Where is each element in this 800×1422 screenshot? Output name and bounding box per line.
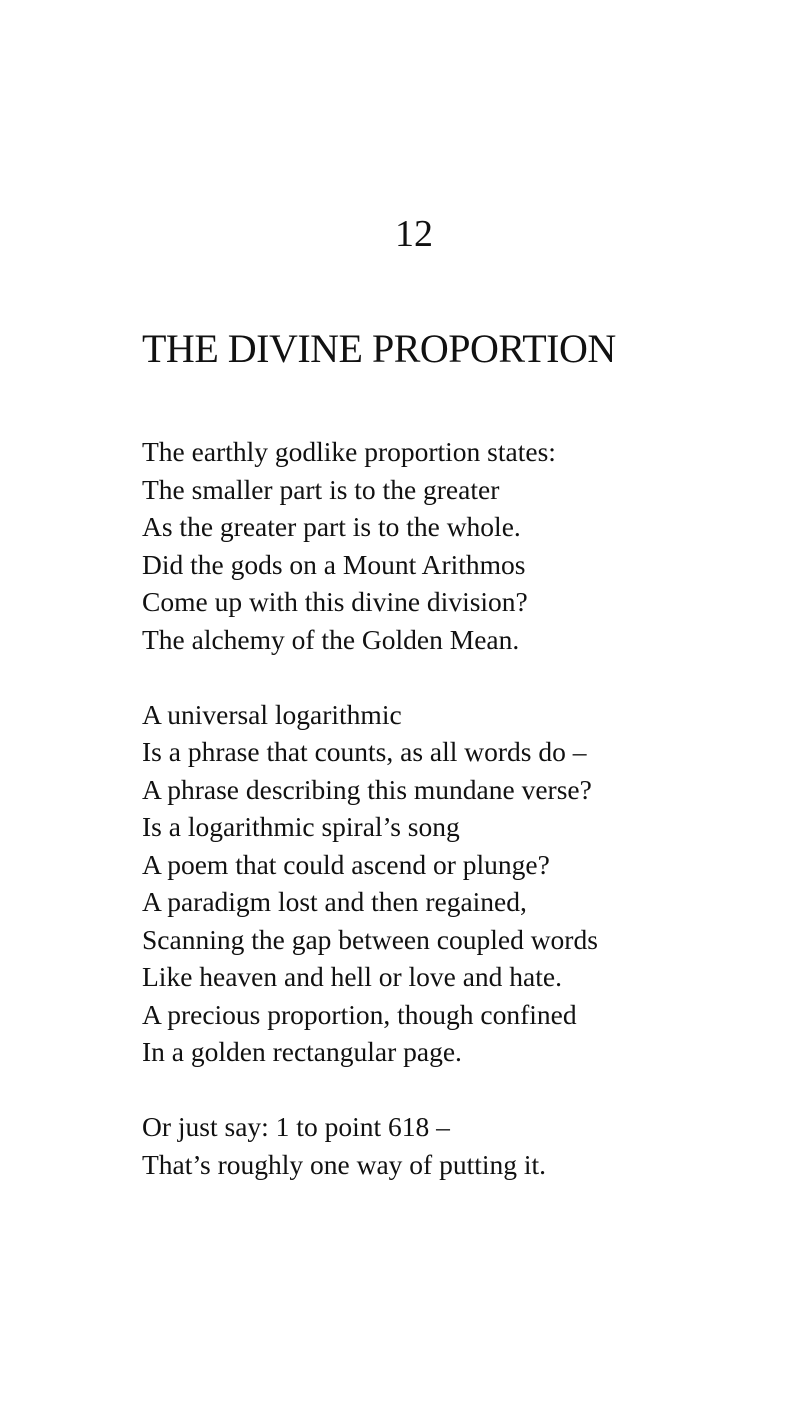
poem-line: A universal logarithmic	[142, 698, 402, 730]
poem-line: In a golden rectangular page.	[142, 1036, 462, 1067]
poem-line: Did the gods on a Mount Arithmos	[142, 548, 526, 580]
poem-line: That’s roughly one way of putting it.	[142, 1148, 547, 1180]
poem-line: Scanning the gap between coupled words	[142, 923, 598, 955]
stanza-1	[142, 433, 762, 658]
poem-line: The earthly godlike proportion states:	[142, 436, 556, 467]
poem-line: The alchemy of the Golden Mean.	[142, 623, 520, 655]
stanza-2	[142, 696, 762, 1071]
chapter-number: 12	[395, 213, 433, 255]
poem-line: A precious proportion, though confined	[142, 998, 577, 1030]
poem-line: A paradigm lost and then regained,	[142, 886, 527, 917]
poem-line: A poem that could ascend or plunge?	[142, 848, 550, 880]
poem-line: Or just say: 1 to point 618 –	[142, 1111, 450, 1142]
stanza-3	[142, 1108, 762, 1183]
poem-line: Come up with this divine division?	[142, 586, 528, 617]
poem-line: Is a logarithmic spiral’s song	[142, 811, 460, 842]
chapter-title: THE DIVINE PROPORTION	[142, 326, 616, 371]
poem-line: As the greater part is to the whole.	[142, 511, 521, 542]
poem-line: Is a phrase that counts, as all words do –	[142, 736, 587, 767]
poem-line: The smaller part is to the greater	[142, 473, 500, 505]
poem-line: Like heaven and hell or love and hate.	[142, 961, 562, 992]
poem-line: A phrase describing this mundane verse?	[142, 773, 592, 805]
poem-body	[142, 433, 762, 1221]
